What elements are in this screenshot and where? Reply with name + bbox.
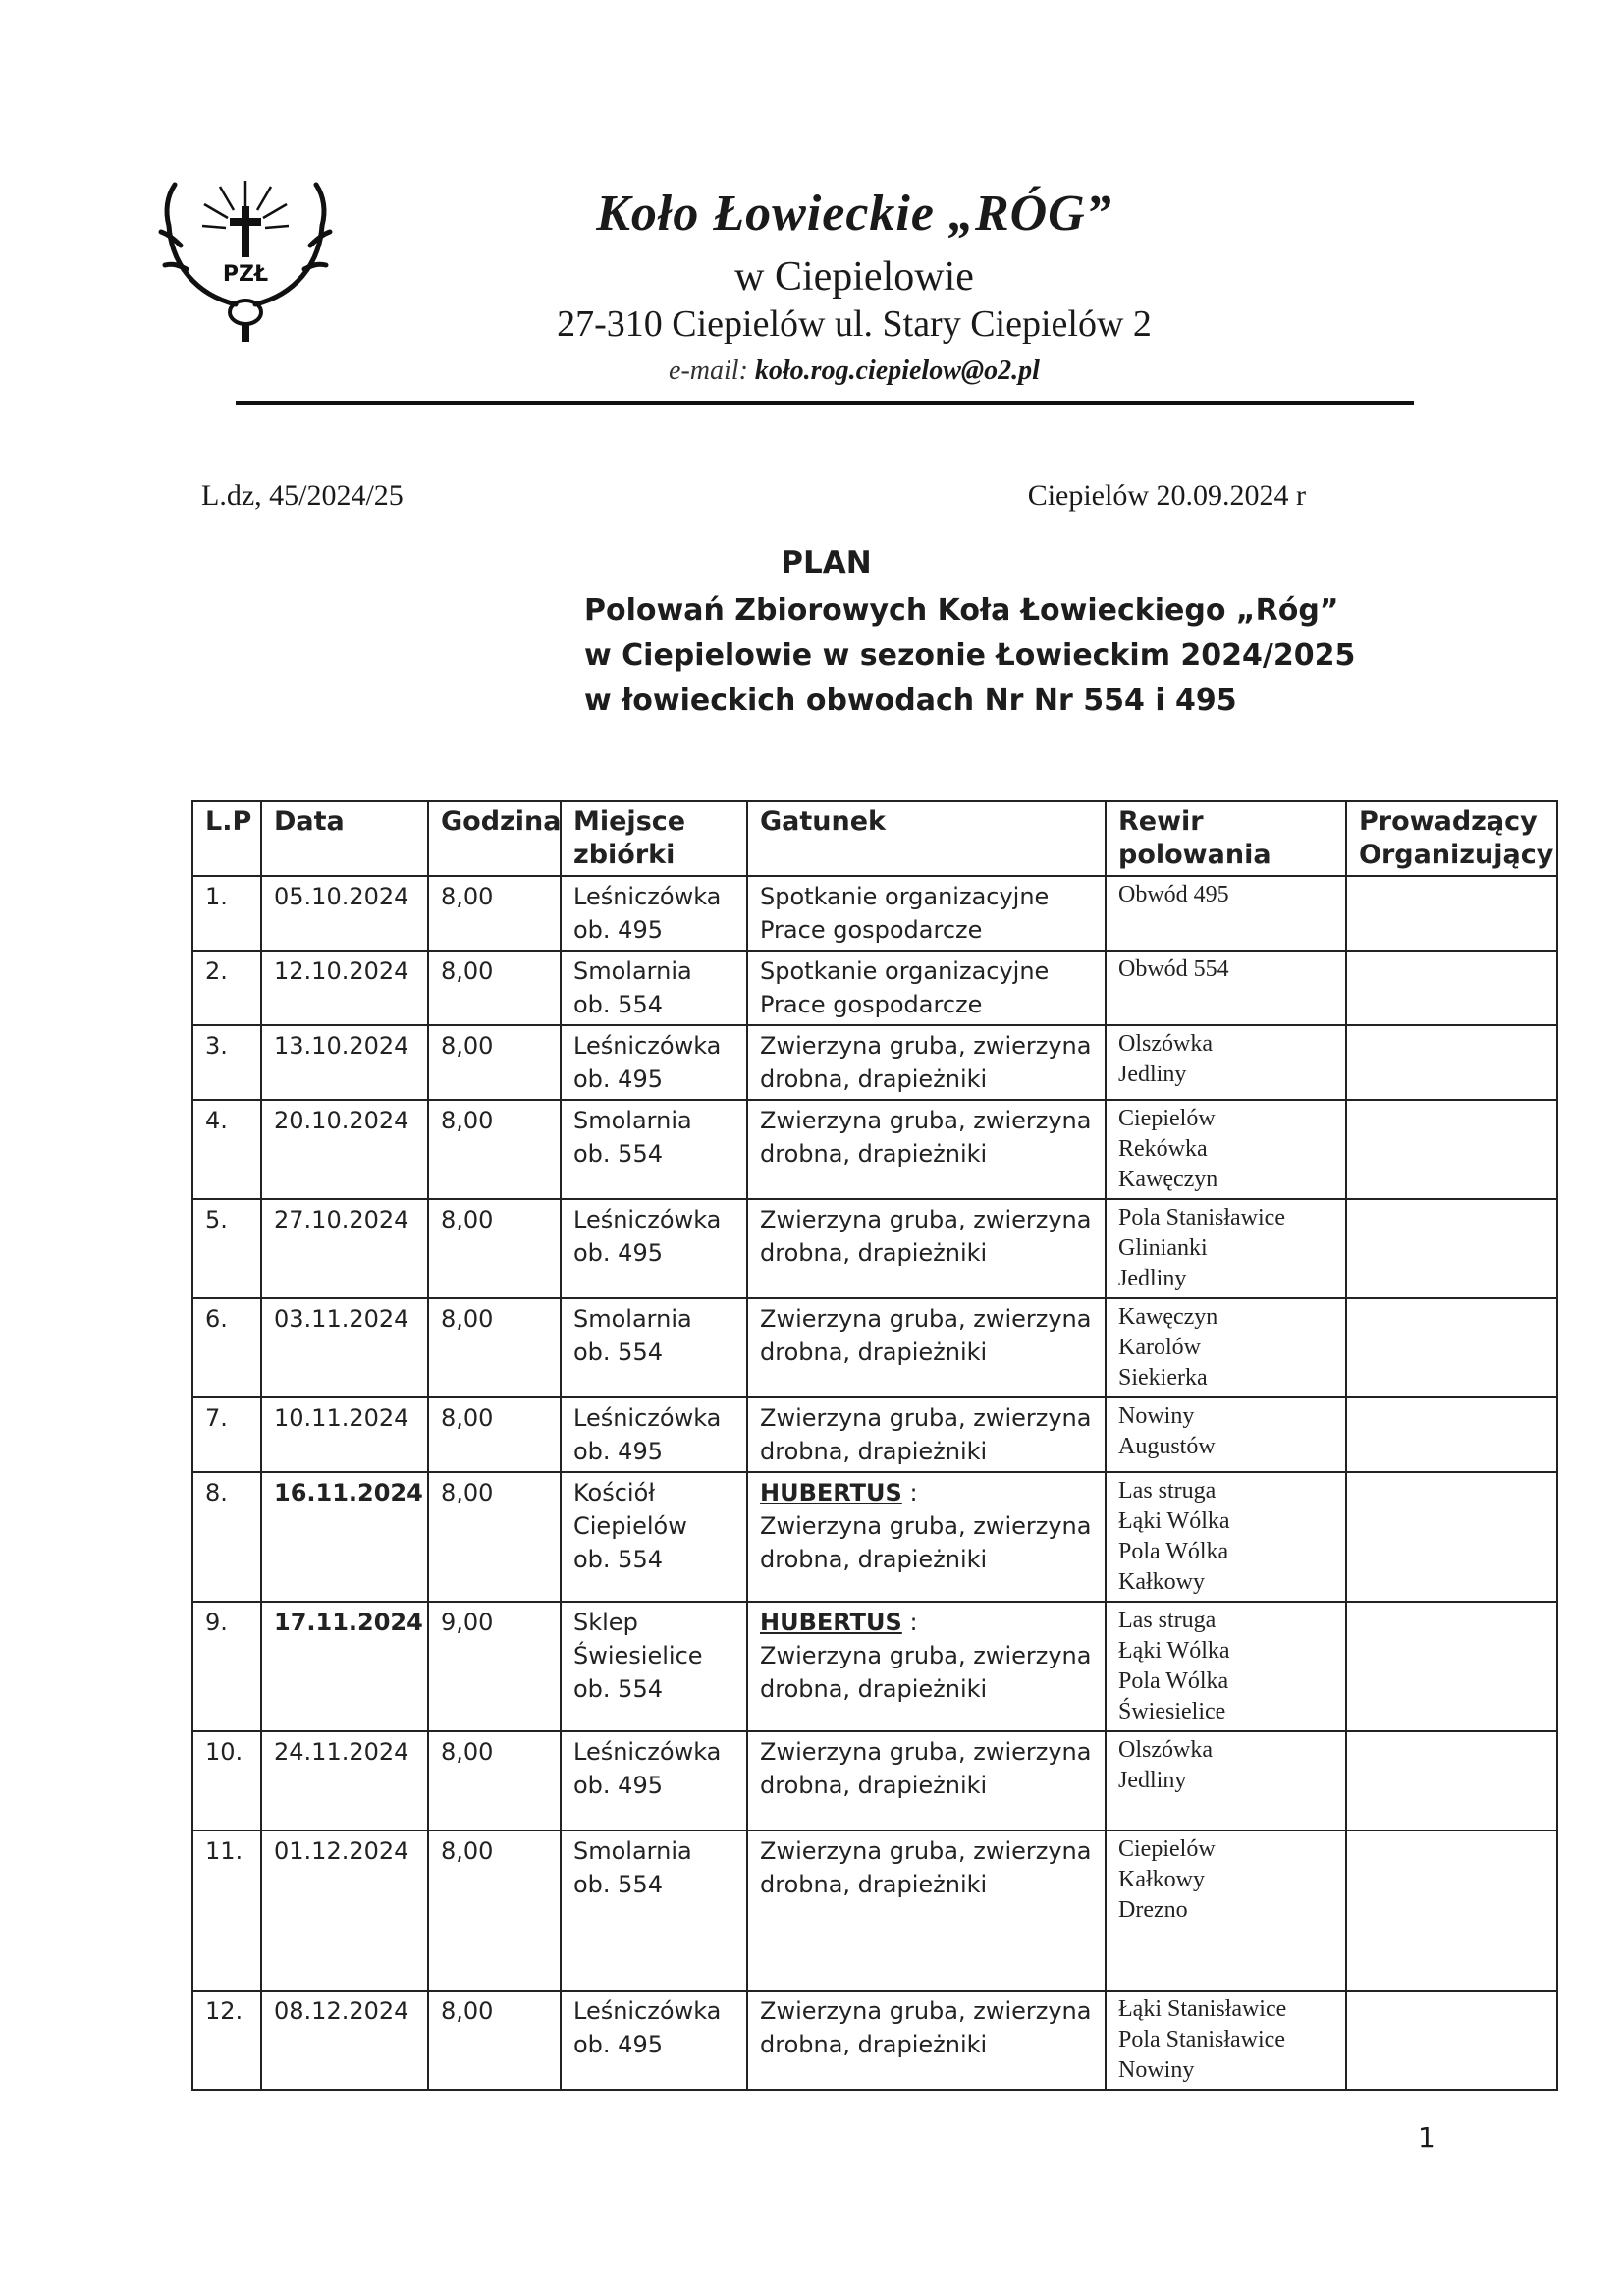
row-date: 12.10.2024 [261,951,428,1025]
column-header-line: Organizujący [1359,840,1554,870]
row-gathering-place [561,1025,747,1100]
place-line: ob. 554 [573,1339,663,1366]
row-date: 16.11.2024 [261,1472,428,1602]
place-line: Leśniczówka [573,1206,722,1233]
row-gathering-place [561,1991,747,2090]
place-line: Smolarnia [573,957,692,985]
row-number: 3. [192,1025,261,1100]
club-email-line [422,355,1286,387]
species-line: Zwierzyna gruba, zwierzyna [760,1512,1092,1540]
column-header-line: Data [274,806,345,837]
row-gathering-place [561,876,747,951]
table-header-row [192,801,1557,876]
row-species [747,1298,1106,1397]
row-time: 8,00 [428,876,561,951]
area-line: Łąki Wólka [1118,1638,1230,1664]
species-line: drobna, drapieżniki [760,1675,988,1703]
place-line: Ciepielów [573,1512,687,1540]
species-line: drobna, drapieżniki [760,1546,988,1573]
row-leader [1346,1100,1557,1199]
row-leader [1346,1397,1557,1472]
place-line: Leśniczówka [573,1404,722,1432]
row-species [747,1731,1106,1831]
row-number: 6. [192,1298,261,1397]
title-line-2: w Ciepielowie w sezonie Łowieckim 2024/2025 [584,638,1356,673]
area-line: Drezno [1118,1897,1188,1923]
row-leader [1346,1025,1557,1100]
area-line: Obwód 554 [1118,957,1229,982]
row-species [747,1991,1106,2090]
column-header [192,801,261,876]
row-hunting-area [1106,1831,1346,1991]
row-gathering-place [561,1397,747,1472]
title-line-0: PLAN [781,545,872,580]
header-divider [236,401,1414,405]
place-line: Smolarnia [573,1837,692,1865]
row-leader [1346,1298,1557,1397]
row-date: 01.12.2024 [261,1831,428,1991]
hunt-plan-table [191,800,1558,2091]
email-value: koło.rog.ciepielow@o2.pl [754,355,1040,386]
column-header-line: L.P [205,806,252,837]
row-date: 13.10.2024 [261,1025,428,1100]
species-line: drobna, drapieżniki [760,1871,988,1898]
column-header [561,801,747,876]
column-header [1106,801,1346,876]
area-line: Świesielice [1118,1699,1226,1724]
species-line: drobna, drapieżniki [760,1772,988,1799]
row-gathering-place [561,1731,747,1831]
club-name: Koło Łowieckie „RÓG” [596,186,1112,242]
reference-number: L.dz, 45/2024/25 [201,479,404,512]
row-gathering-place [561,951,747,1025]
row-date: 10.11.2024 [261,1397,428,1472]
table-row [192,1397,1557,1472]
row-number: 5. [192,1199,261,1298]
club-city: w Ciepielowie [734,254,974,300]
area-line: Nowiny [1118,2057,1195,2083]
area-line: Karolów [1118,1335,1201,1360]
place-line: ob. 554 [573,991,663,1018]
row-number: 7. [192,1397,261,1472]
club-address: 27-310 Ciepielów ul. Stary Ciepielów 2 [557,303,1152,345]
row-hunting-area [1106,1602,1346,1731]
row-date: 20.10.2024 [261,1100,428,1199]
title-line-1: Polowań Zbiorowych Koła Łowieckiego „Róg” [584,593,1339,628]
area-line: Pola Stanisławice [1118,2027,1285,2052]
row-species [747,1199,1106,1298]
column-header-line: Miejsce [573,806,686,837]
table-row [192,1731,1557,1831]
column-header [261,801,428,876]
place-line: Kościół [573,1479,656,1506]
title-line-3: w łowieckich obwodach Nr Nr 554 i 495 [584,683,1237,718]
column-header [1346,801,1557,876]
row-species [747,1397,1106,1472]
area-line: Jedliny [1118,1062,1187,1087]
row-time: 8,00 [428,1298,561,1397]
row-hunting-area [1106,1731,1346,1831]
row-date: 03.11.2024 [261,1298,428,1397]
row-time: 8,00 [428,1831,561,1991]
row-leader [1346,1731,1557,1831]
row-time: 8,00 [428,1397,561,1472]
row-number: 12. [192,1991,261,2090]
place-line: Smolarnia [573,1107,692,1134]
area-line: Pola Wólka [1118,1668,1229,1694]
place-line: ob. 554 [573,1546,663,1573]
column-header-line: Godzina [441,806,562,837]
row-number: 1. [192,876,261,951]
row-hunting-area [1106,1025,1346,1100]
row-hunting-area [1106,1472,1346,1602]
row-gathering-place [561,1831,747,1991]
species-line: drobna, drapieżniki [760,1339,988,1366]
area-line: Łąki Stanisławice [1118,1996,1287,2022]
area-line: Kałkowy [1118,1867,1205,1892]
area-line: Kałkowy [1118,1569,1205,1595]
row-leader [1346,1831,1557,1991]
area-line: Jedliny [1118,1768,1187,1793]
row-time: 9,00 [428,1602,561,1731]
row-hunting-area [1106,1199,1346,1298]
row-time: 8,00 [428,1100,561,1199]
place-line: Sklep [573,1609,638,1636]
area-line: Ciepielów [1118,1836,1216,1862]
species-prefix-line: HUBERTUS : [760,1479,918,1506]
antlers-cross-icon [157,167,334,344]
table-row [192,1602,1557,1731]
row-number: 2. [192,951,261,1025]
species-line: drobna, drapieżniki [760,1140,988,1168]
species-line: drobna, drapieżniki [760,1239,988,1267]
species-line: Zwierzyna gruba, zwierzyna [760,1738,1092,1766]
place-line: Smolarnia [573,1305,692,1333]
place-line: ob. 495 [573,1239,663,1267]
row-gathering-place [561,1602,747,1731]
place-line: ob. 495 [573,916,663,944]
area-line: Rekówka [1118,1136,1208,1162]
area-line: Kawęczyn [1118,1167,1218,1192]
place-line: ob. 495 [573,1438,663,1465]
area-line: Las struga [1118,1608,1217,1633]
area-line: Kawęczyn [1118,1304,1218,1330]
area-line: Nowiny [1118,1403,1195,1429]
species-line: Zwierzyna gruba, zwierzyna [760,1997,1092,2025]
area-line: Olszówka [1118,1031,1213,1057]
area-line: Pola Wólka [1118,1539,1229,1564]
row-gathering-place [561,1100,747,1199]
row-time: 8,00 [428,951,561,1025]
column-header-line: Prowadzący [1359,806,1538,837]
row-date: 05.10.2024 [261,876,428,951]
column-header-line: zbiórki [573,840,676,870]
area-line: Siekierka [1118,1365,1208,1391]
place-line: ob. 495 [573,2031,663,2058]
spacer-line [1118,1796,1333,1827]
table-row [192,876,1557,951]
place-line: Leśniczówka [573,1032,722,1060]
row-date: 17.11.2024 [261,1602,428,1731]
place-line: Leśniczówka [573,1997,722,2025]
table-row [192,1991,1557,2090]
column-header-line: polowania [1118,840,1271,870]
row-time: 8,00 [428,1991,561,2090]
table-row [192,1472,1557,1602]
species-line: Prace gospodarcze [760,991,983,1018]
area-line: Obwód 495 [1118,882,1229,907]
species-prefix: HUBERTUS [760,1609,902,1636]
species-line: Zwierzyna gruba, zwierzyna [760,1837,1092,1865]
table-row [192,1831,1557,1991]
spacer-line [1118,1956,1333,1987]
place-line: Leśniczówka [573,1738,722,1766]
row-leader [1346,876,1557,951]
table-row [192,1199,1557,1298]
area-line: Ciepielów [1118,1106,1216,1131]
row-time: 8,00 [428,1731,561,1831]
row-species [747,1831,1106,1991]
row-number: 11. [192,1831,261,1991]
row-number: 4. [192,1100,261,1199]
table-row [192,951,1557,1025]
species-line: Spotkanie organizacyjne [760,957,1050,985]
row-species [747,1472,1106,1602]
area-line: Olszówka [1118,1737,1213,1763]
row-leader [1346,1991,1557,2090]
row-leader [1346,1472,1557,1602]
email-label: e-mail: [669,355,748,386]
column-header [428,801,561,876]
row-date: 08.12.2024 [261,1991,428,2090]
species-prefix-line: HUBERTUS : [760,1609,918,1636]
row-time: 8,00 [428,1472,561,1602]
species-line: Zwierzyna gruba, zwierzyna [760,1206,1092,1233]
row-species [747,1602,1106,1731]
row-time: 8,00 [428,1199,561,1298]
place-line: Leśniczówka [573,883,722,910]
pzl-emblem-logo [157,167,334,344]
place-line: ob. 495 [573,1772,663,1799]
species-line: drobna, drapieżniki [760,2031,988,2058]
row-leader [1346,1602,1557,1731]
place-line: Świesielice [573,1642,703,1669]
row-number: 8. [192,1472,261,1602]
row-hunting-area [1106,1991,1346,2090]
species-line: drobna, drapieżniki [760,1066,988,1093]
table-body [192,876,1557,2090]
species-line: Zwierzyna gruba, zwierzyna [760,1404,1092,1432]
row-species [747,1100,1106,1199]
row-gathering-place [561,1298,747,1397]
table-row [192,1100,1557,1199]
spacer-line [1118,1926,1333,1956]
row-hunting-area [1106,1100,1346,1199]
place-line: ob. 554 [573,1140,663,1168]
row-hunting-area [1106,951,1346,1025]
row-date: 27.10.2024 [261,1199,428,1298]
row-gathering-place [561,1472,747,1602]
table-row [192,1298,1557,1397]
row-date: 24.11.2024 [261,1731,428,1831]
row-hunting-area [1106,1298,1346,1397]
species-line: Zwierzyna gruba, zwierzyna [760,1305,1092,1333]
document-title [0,545,1623,724]
place-line: ob. 495 [573,1066,663,1093]
row-hunting-area [1106,1397,1346,1472]
row-species [747,876,1106,951]
place-date: Ciepielów 20.09.2024 r [1027,479,1306,512]
species-line: drobna, drapieżniki [760,1438,988,1465]
area-line: Łąki Wólka [1118,1508,1230,1534]
column-header [747,801,1106,876]
species-line: Prace gospodarcze [760,916,983,944]
column-header-line: Rewir [1118,806,1204,837]
area-line: Augustów [1118,1434,1216,1459]
row-number: 9. [192,1602,261,1731]
row-hunting-area [1106,876,1346,951]
area-line: Las struga [1118,1478,1217,1503]
table-row [192,1025,1557,1100]
species-line: Zwierzyna gruba, zwierzyna [760,1107,1092,1134]
row-time: 8,00 [428,1025,561,1100]
row-gathering-place [561,1199,747,1298]
species-line: Zwierzyna gruba, zwierzyna [760,1032,1092,1060]
row-species [747,951,1106,1025]
place-line: ob. 554 [573,1675,663,1703]
species-line: Zwierzyna gruba, zwierzyna [760,1642,1092,1669]
logo-text: PZŁ [222,262,269,287]
row-leader [1346,1199,1557,1298]
place-line: ob. 554 [573,1871,663,1898]
row-leader [1346,951,1557,1025]
column-header-line: Gatunek [760,806,886,837]
row-species [747,1025,1106,1100]
row-number: 10. [192,1731,261,1831]
area-line: Glinianki [1118,1235,1208,1261]
species-line: Spotkanie organizacyjne [760,883,1050,910]
species-prefix: HUBERTUS [760,1479,902,1506]
page-number: 1 [1418,2121,1435,2154]
area-line: Jedliny [1118,1266,1187,1291]
area-line: Pola Stanisławice [1118,1205,1285,1230]
